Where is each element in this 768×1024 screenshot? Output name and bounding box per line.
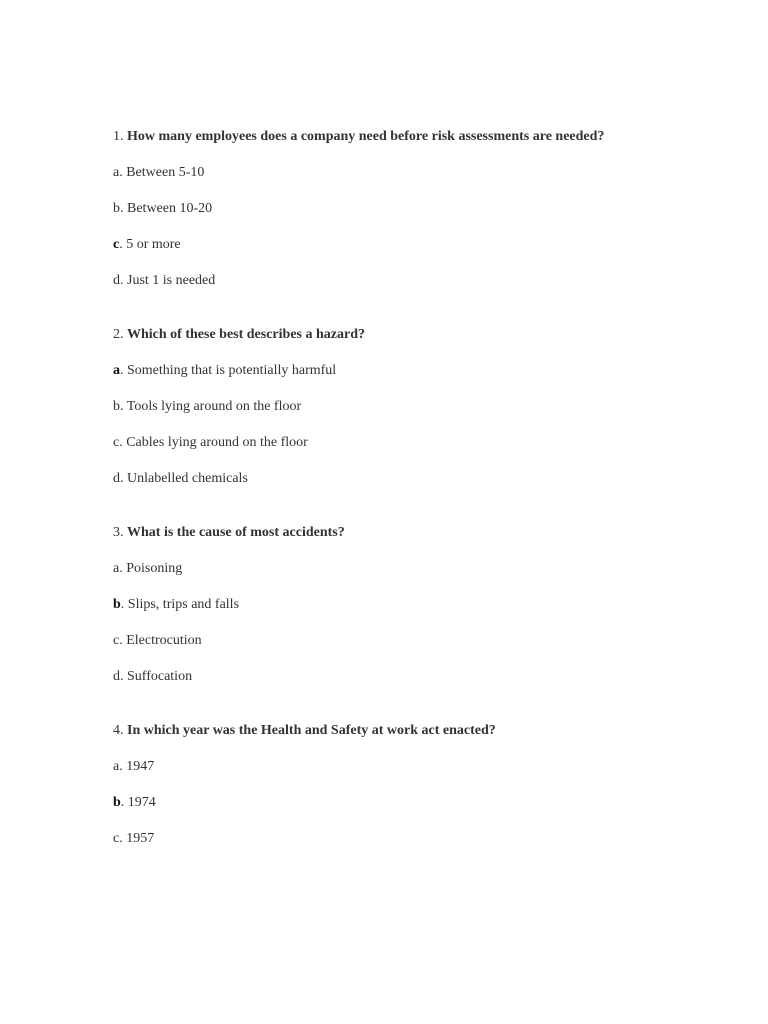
option-letter: a [113, 759, 120, 774]
question-number: 1. [113, 129, 124, 144]
option-text: . Unlabelled chemicals [120, 471, 248, 486]
question-1 [113, 128, 733, 146]
option-3b [113, 596, 733, 614]
option-letter: c [113, 831, 120, 846]
option-1b [113, 200, 733, 218]
option-text: . Cables lying around on the floor [119, 435, 308, 450]
option-letter-correct: a [113, 363, 120, 378]
question-text: How many employees does a company need before risk assessments are needed? [127, 129, 605, 144]
option-letter-correct: b [113, 795, 121, 810]
option-text: . Slips, trips and falls [120, 597, 240, 612]
option-4a [113, 758, 733, 776]
option-letter: d [113, 273, 120, 288]
option-letter: c [113, 435, 120, 450]
question-text: What is the cause of most accidents? [127, 525, 345, 540]
option-letter: d [113, 669, 120, 684]
option-text: . Tools lying around on the floor [120, 399, 302, 414]
option-4c [113, 830, 733, 848]
option-letter-correct: b [113, 597, 121, 612]
option-2c [113, 434, 733, 452]
question-4 [113, 722, 733, 740]
option-1a [113, 164, 733, 182]
option-text: . 1957 [119, 831, 155, 846]
option-letter: c [113, 633, 120, 648]
option-3a [113, 560, 733, 578]
option-text: . 1947 [119, 759, 155, 774]
question-text: In which year was the Health and Safety at work act enacted? [127, 723, 496, 738]
option-4b [113, 794, 733, 812]
option-3c [113, 632, 733, 650]
option-1c [113, 236, 733, 254]
question-number: 2. [113, 327, 124, 342]
option-2a [113, 362, 733, 380]
option-text: . 5 or more [119, 237, 181, 252]
option-text: . Between 10-20 [120, 201, 213, 216]
question-number: 3. [113, 525, 124, 540]
option-letter: b [113, 399, 120, 414]
option-3d [113, 668, 733, 686]
option-letter: a [113, 165, 120, 180]
question-2 [113, 326, 733, 344]
option-letter: d [113, 471, 120, 486]
option-text: . Between 5-10 [119, 165, 205, 180]
option-text: . Something that is potentially harmful [120, 363, 337, 378]
option-2d [113, 470, 733, 488]
question-3 [113, 524, 733, 542]
option-text: . 1974 [120, 795, 156, 810]
question-number: 4. [113, 723, 124, 738]
quiz-document [113, 128, 733, 866]
question-block-3 [113, 524, 733, 686]
option-1d [113, 272, 733, 290]
option-text: . Poisoning [119, 561, 183, 576]
option-letter: b [113, 201, 120, 216]
option-2b [113, 398, 733, 416]
option-text: . Electrocution [119, 633, 202, 648]
question-block-4 [113, 722, 733, 848]
question-text: Which of these best describes a hazard? [127, 327, 365, 342]
option-letter-correct: c [113, 237, 120, 252]
option-text: . Just 1 is needed [120, 273, 216, 288]
option-letter: a [113, 561, 120, 576]
option-text: . Suffocation [120, 669, 193, 684]
question-block-1 [113, 128, 733, 290]
question-block-2 [113, 326, 733, 488]
